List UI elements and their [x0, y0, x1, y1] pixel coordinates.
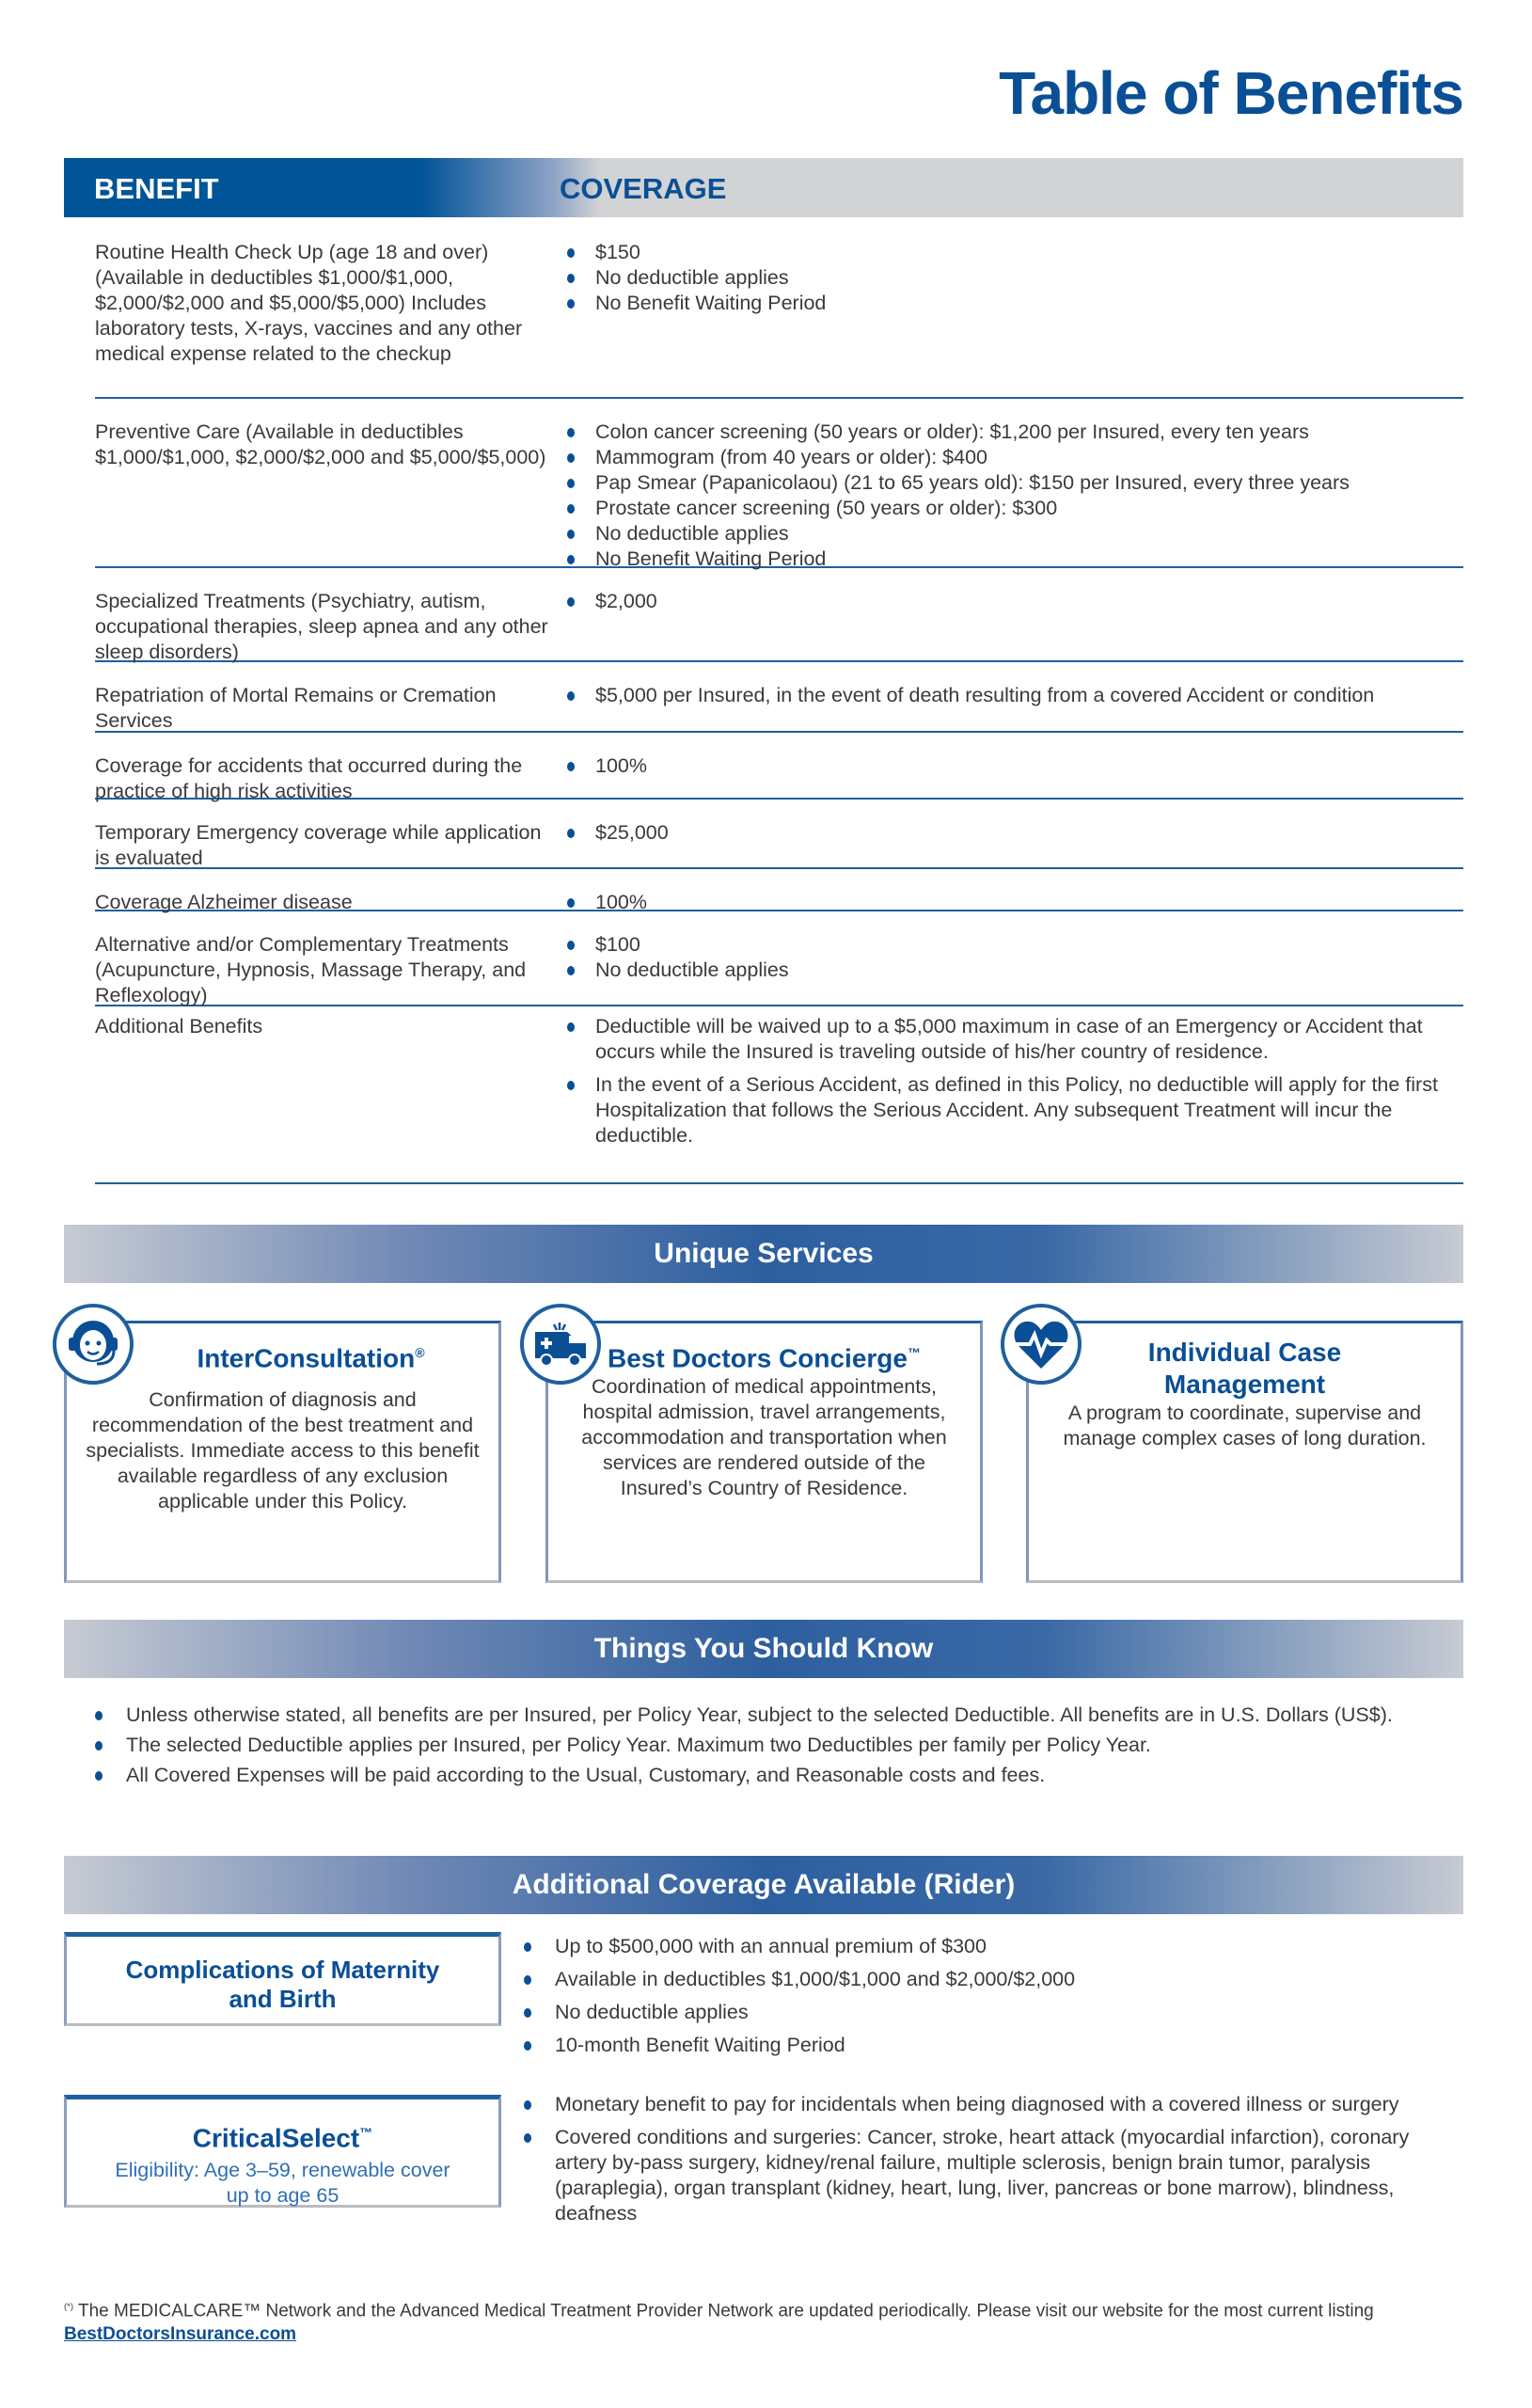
card-text: Confirmation of diagnosis and recommendation of the best treatment and specialists. Immediate access to this benefit available regardless of any exclusion applicable under this Policy.	[86, 1388, 480, 1513]
benefit-cell: Repatriation of Mortal Remains or Cremation Services	[95, 684, 497, 732]
table-row	[95, 1006, 1463, 1184]
benefit-cell: Coverage Alzheimer disease	[95, 891, 353, 913]
coverage-cell	[567, 420, 1463, 570]
table-row	[95, 869, 1463, 911]
benefit-cell: Additional Benefits	[95, 1015, 263, 1038]
coverage-item: Deductible will be waived up to a $5,000 maximum in case of an Emergency or Accident that occurs while the Insured is traveling outside of his/her country of residence.	[567, 1014, 1463, 1065]
coverage-item: Pap Smear (Papanicolaou) (21 to 65 years old): $150 per Insured, every three years	[567, 470, 1463, 496]
coverage-item: Mammogram (from 40 years or older): $400	[567, 445, 1463, 470]
rider-title: CriticalSelect™	[192, 2123, 373, 2153]
list-item: Up to $500,000 with an annual premium of $300	[524, 1934, 1464, 1959]
things-you-should-know-banner: Things You Should Know	[64, 1620, 1463, 1678]
card-text: A program to coordinate, supervise and manage complex cases of long duration.	[1063, 1402, 1427, 1450]
coverage-item: 100%	[567, 753, 1463, 779]
coverage-item: No deductible applies	[567, 958, 1463, 983]
unique-services-banner: Unique Services	[64, 1225, 1463, 1283]
coverage-item: Prostate cancer screening (50 years or older): $300	[567, 496, 1463, 521]
coverage-item: No Benefit Waiting Period	[567, 291, 1463, 316]
coverage-cell	[567, 1014, 1463, 1182]
list-item: All Covered Expenses will be paid according to the Usual, Customary, and Reasonable costs and fees.	[95, 1763, 1506, 1788]
table-row	[95, 399, 1463, 568]
coverage-item: In the event of a Serious Accident, as defined in this Policy, no deductible will apply for the first Hospitalization that follows the Serious Accident. Any subsequent Treatment will incur the deductible.	[567, 1072, 1463, 1149]
table-row	[95, 662, 1463, 733]
list-item: Covered conditions and surgeries: Cancer, stroke, heart attack (myocardial infarction), coronary artery by-pass surgery, kidney/renal failure, multiple sclerosis, benign brain tumor, paralysis (paraplegia), organ transplant (kidney, heart, lung, liver, pancreas or bone marrow), blindness, deafness	[524, 2125, 1464, 2226]
headset-agent-icon	[53, 1304, 134, 1385]
table-header	[64, 158, 1463, 217]
card-title: InterConsultation®	[197, 1343, 425, 1373]
coverage-cell	[567, 589, 1463, 660]
table-row	[95, 217, 1463, 399]
card-title: Best Doctors Concierge™	[608, 1343, 921, 1373]
benefit-cell: Routine Health Check Up (age 18 and over) (Available in deductibles $1,000/$1,000, $2,000/$2,000 and $5,000/$5,000) Includes laboratory tests, X-rays, vaccines and any other medical expense related to the checkup	[95, 241, 523, 365]
coverage-item: No Benefit Waiting Period	[567, 547, 1463, 572]
coverage-cell	[567, 820, 1463, 867]
maternity-rider-box: Complications of Maternity and Birth	[64, 1932, 501, 2026]
coverage-cell	[567, 753, 1463, 798]
maternity-rider-list	[524, 1934, 1464, 2063]
website-link[interactable]: BestDoctorsInsurance.com	[64, 2324, 297, 2345]
footer-note: (*) The MEDICALCARE™ Network and the Advanced Medical Treatment Provider Network are updated periodically. Please visit our website for the most current listing BestDoctorsInsurance.com	[64, 2301, 1374, 2345]
table-row	[95, 733, 1463, 800]
header-benefit: BENEFIT	[94, 172, 219, 205]
header-coverage: COVERAGE	[560, 172, 727, 205]
coverage-cell	[567, 890, 1463, 913]
things-list	[95, 1703, 1506, 1793]
coverage-item: $5,000 per Insured, in the event of death resulting from a covered Accident or condition	[567, 683, 1463, 708]
coverage-item: $150	[567, 240, 1463, 265]
benefit-cell: Specialized Treatments (Psychiatry, autism, occupational therapies, sleep apnea and any other sleep disorders)	[95, 590, 548, 663]
table-row	[95, 568, 1463, 662]
coverage-item: 100%	[567, 890, 1463, 915]
coverage-item: $25,000	[567, 820, 1463, 846]
table-row	[95, 911, 1463, 1006]
benefit-cell: Preventive Care (Available in deductibles $1,000/$1,000, $2,000/$2,000 and $5,000/$5,000)	[95, 420, 546, 468]
card-case-management	[1026, 1321, 1463, 1583]
rider-banner: Additional Coverage Available (Rider)	[64, 1856, 1463, 1914]
coverage-item: Colon cancer screening (50 years or older): $1,200 per Insured, every ten years	[567, 420, 1463, 445]
table-row	[95, 800, 1463, 869]
rider-eligibility: Eligibility: Age 3–59, renewable cover up to age 65	[115, 2159, 450, 2208]
list-item: 10-month Benefit Waiting Period	[524, 2033, 1464, 2058]
card-title: Individual Case Management	[1147, 1338, 1342, 1399]
benefits-table	[95, 217, 1463, 1184]
list-item: The selected Deductible applies per Insured, per Policy Year. Maximum two Deductibles per family per Policy Year.	[95, 1733, 1506, 1758]
card-concierge	[545, 1321, 983, 1583]
coverage-cell	[567, 932, 1463, 1005]
coverage-item: $100	[567, 932, 1463, 958]
coverage-item: No deductible applies	[567, 265, 1463, 291]
ambulance-icon	[520, 1304, 601, 1385]
page-title: Table of Benefits	[999, 59, 1463, 127]
list-item: Available in deductibles $1,000/$1,000 and $2,000/$2,000	[524, 1967, 1464, 1992]
list-item: Monetary benefit to pay for incidentals when being diagnosed with a covered illness or surgery	[524, 2092, 1464, 2117]
coverage-item: No deductible applies	[567, 521, 1463, 547]
critical-select-list	[524, 2092, 1464, 2231]
critical-select-rider-box	[64, 2095, 501, 2208]
coverage-cell	[567, 240, 1463, 397]
benefit-cell: Alternative and/or Complementary Treatments (Acupuncture, Hypnosis, Massage Therapy, and Reflexology)	[95, 933, 527, 1006]
benefit-cell: Coverage for accidents that occurred during the practice of high risk activities	[95, 754, 523, 802]
list-item: No deductible applies	[524, 2000, 1464, 2025]
heart-pulse-icon	[1001, 1304, 1082, 1385]
coverage-item: $2,000	[567, 589, 1463, 614]
list-item: Unless otherwise stated, all benefits are per Insured, per Policy Year, subject to the selected Deductible. All benefits are in U.S. Dollars (US$).	[95, 1703, 1506, 1728]
benefit-cell: Temporary Emergency coverage while application is evaluated	[95, 821, 542, 869]
card-text: Coordination of medical appointments, hospital admission, travel arrangements, accommodation and transportation when services are rendered outside of the Insured’s Country of Residence.	[581, 1375, 947, 1500]
coverage-cell	[567, 683, 1463, 731]
